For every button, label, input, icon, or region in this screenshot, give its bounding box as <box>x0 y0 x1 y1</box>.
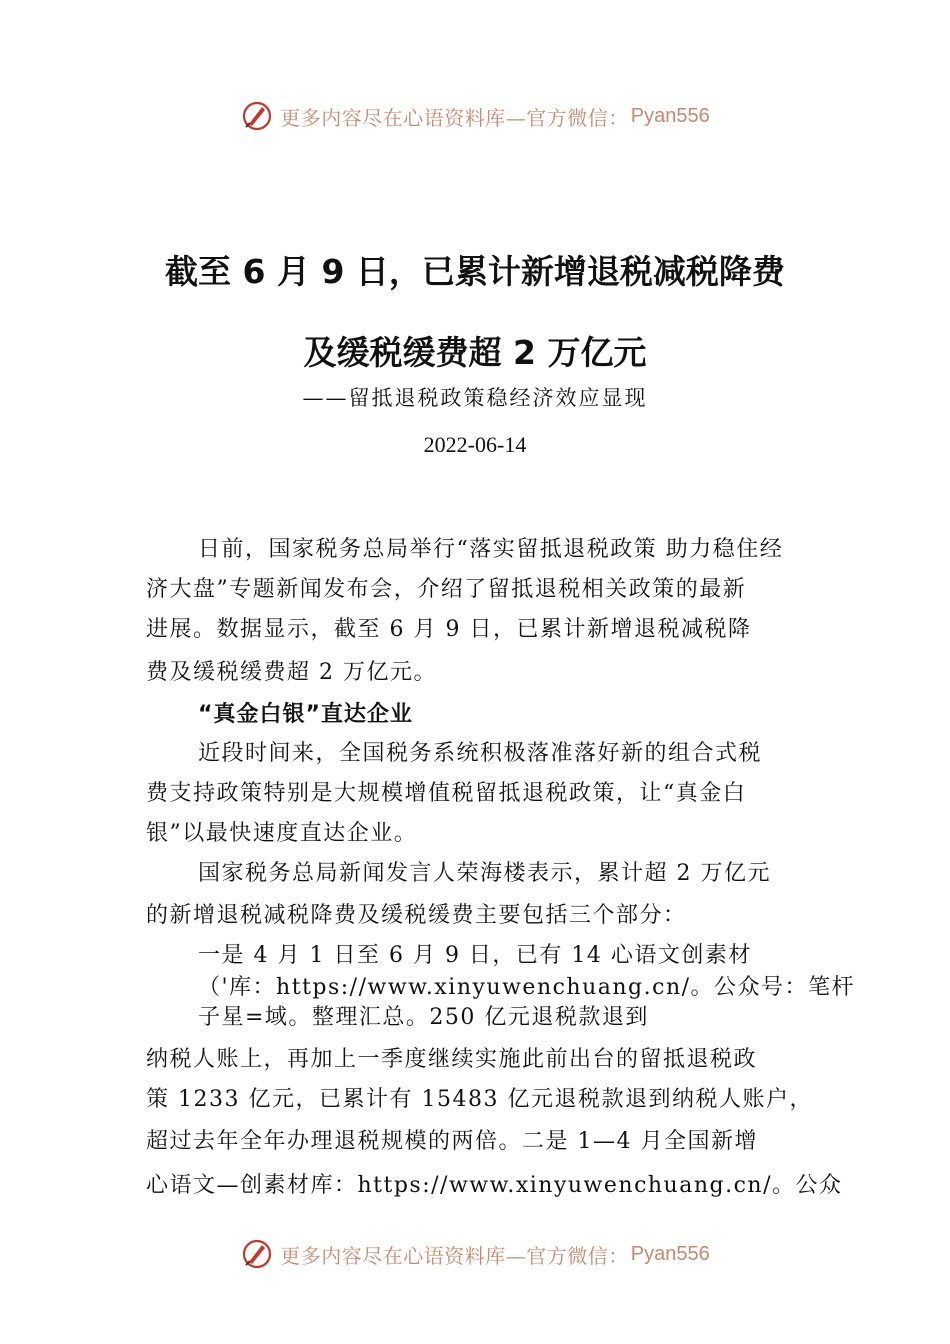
body-line: 一是 4 月 1 日至 6 月 9 日，已有 14 心语文创素材 <box>198 943 752 968</box>
watermark-wechat-id: Pyan556 <box>630 1242 710 1265</box>
body-line: 心语文—创素材库：https://www.xinyuwenchuang.cn/。公众 <box>146 1173 843 1198</box>
quill-logo-icon <box>240 99 274 133</box>
body-line: 的新增退税减税降费及缓税缓费主要包括三个部分： <box>146 903 687 928</box>
body-line: 纳税人账上，再加上一季度继续实施此前出台的留抵退税政 <box>146 1047 758 1072</box>
body-line: 策 1233 亿元，已累计有 15483 亿元退税款退到纳税人账户， <box>146 1087 813 1112</box>
body-line: 进展。数据显示，截至 6 月 9 日，已累计新增退税减税降 <box>146 617 752 642</box>
article-title-line-1: 截至 6 月 9 日，已累计新增退税减税降费 <box>165 252 785 291</box>
article-subtitle: ——留抵退税政策稳经济效应显现 <box>302 386 648 410</box>
body-line: 银”以最快速度直达企业。 <box>146 821 418 846</box>
body-line: 国家税务总局新闻发言人荣海楼表示，累计超 2 万亿元 <box>198 861 771 886</box>
watermark-text: 更多内容尽在心语资料库—官方微信： <box>280 105 629 130</box>
body-line: 近段时间来，全国税务系统积极落准落好新的组合式税 <box>198 741 763 766</box>
watermark-wechat-id: Pyan556 <box>630 104 710 127</box>
quill-logo-icon <box>240 1237 274 1271</box>
body-line: 子星=域。整理汇总。250 亿元退税款退到 <box>198 1005 649 1030</box>
watermark-text: 更多内容尽在心语资料库—官方微信： <box>280 1243 629 1268</box>
article-date: 2022-06-14 <box>423 432 527 457</box>
watermark-banner-top <box>0 96 950 136</box>
body-line: 济大盘”专题新闻发布会，介绍了留抵退税相关政策的最新 <box>146 577 747 602</box>
body-line: 超过去年全年办理退税规模的两倍。二是 1—4 月全国新增 <box>146 1129 758 1154</box>
article-title-line-2: 及缓税缓费超 2 万亿元 <box>303 333 647 372</box>
body-line: 日前，国家税务总局举行“落实留抵退税政策 助力稳住经 <box>198 537 784 562</box>
body-line: 费及缓税缓费超 2 万亿元。 <box>146 660 437 685</box>
body-line: （'库：https://www.xinyuwenchuang.cn/。公众号：笔杆 <box>198 975 856 1000</box>
body-line: 费支持政策特别是大规模增值税留抵退税政策，让“真金白 <box>146 781 747 806</box>
section-heading: “真金白银”直达企业 <box>198 702 413 727</box>
watermark-banner-bottom <box>0 1234 950 1274</box>
